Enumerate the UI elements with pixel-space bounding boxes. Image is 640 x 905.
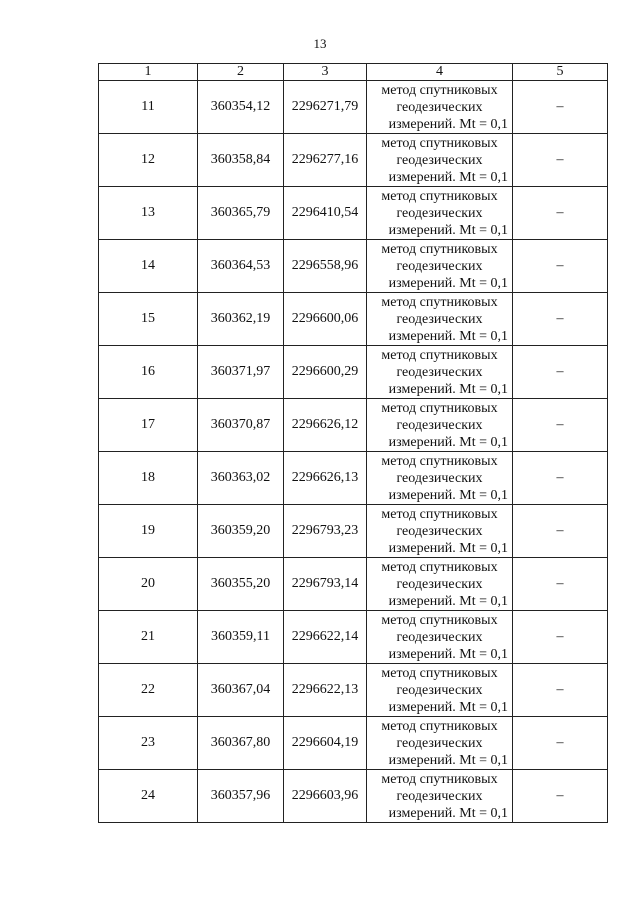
column-header: 5: [513, 64, 608, 81]
tolerance-cell: –: [513, 611, 608, 664]
method-line: геодезических: [396, 311, 483, 327]
method-line: геодезических: [396, 788, 483, 804]
coordinate-y: 2296604,19: [284, 717, 367, 770]
column-header: 4: [367, 64, 513, 81]
method-line: измерений. Mt = 0,1: [388, 540, 508, 556]
method-cell: [367, 558, 513, 611]
method-line: геодезических: [396, 152, 483, 168]
method-line: метод спутниковых: [381, 241, 498, 257]
method-line: измерений. Mt = 0,1: [388, 434, 508, 450]
coordinates-table: [98, 63, 608, 823]
tolerance-cell: –: [513, 293, 608, 346]
method-line: геодезических: [396, 417, 483, 433]
tolerance-cell: –: [513, 452, 608, 505]
tolerance-cell: –: [513, 81, 608, 134]
coordinate-x: 360364,53: [198, 240, 284, 293]
method-cell: [367, 611, 513, 664]
method-cell: [367, 399, 513, 452]
method-line: геодезических: [396, 735, 483, 751]
method-line: геодезических: [396, 629, 483, 645]
table-row: [99, 134, 608, 187]
point-number: 11: [99, 81, 198, 134]
coordinate-x: 360370,87: [198, 399, 284, 452]
method-line: метод спутниковых: [381, 294, 498, 310]
point-number: 22: [99, 664, 198, 717]
method-cell: [367, 346, 513, 399]
method-line: метод спутниковых: [381, 771, 498, 787]
point-number: 15: [99, 293, 198, 346]
method-line: геодезических: [396, 470, 483, 486]
method-line: геодезических: [396, 576, 483, 592]
point-number: 23: [99, 717, 198, 770]
method-cell: [367, 81, 513, 134]
table-row: [99, 664, 608, 717]
coordinate-x: 360365,79: [198, 187, 284, 240]
coordinate-x: 360359,20: [198, 505, 284, 558]
method-cell: [367, 717, 513, 770]
coordinate-x: 360358,84: [198, 134, 284, 187]
tolerance-cell: –: [513, 558, 608, 611]
method-line: измерений. Mt = 0,1: [388, 646, 508, 662]
method-cell: [367, 770, 513, 823]
coordinate-x: 360367,80: [198, 717, 284, 770]
point-number: 24: [99, 770, 198, 823]
coordinate-x: 360355,20: [198, 558, 284, 611]
method-line: метод спутниковых: [381, 506, 498, 522]
table-header-row: [99, 64, 608, 81]
table-row: [99, 505, 608, 558]
method-line: метод спутниковых: [381, 347, 498, 363]
coordinate-x: 360357,96: [198, 770, 284, 823]
tolerance-cell: –: [513, 134, 608, 187]
point-number: 20: [99, 558, 198, 611]
method-cell: [367, 452, 513, 505]
method-line: метод спутниковых: [381, 188, 498, 204]
table-row: [99, 558, 608, 611]
method-line: измерений. Mt = 0,1: [388, 752, 508, 768]
method-line: измерений. Mt = 0,1: [388, 169, 508, 185]
point-number: 13: [99, 187, 198, 240]
method-line: измерений. Mt = 0,1: [388, 805, 508, 821]
tolerance-cell: –: [513, 770, 608, 823]
point-number: 12: [99, 134, 198, 187]
table-row: [99, 452, 608, 505]
table-row: [99, 81, 608, 134]
method-line: геодезических: [396, 523, 483, 539]
method-line: метод спутниковых: [381, 612, 498, 628]
method-line: измерений. Mt = 0,1: [388, 275, 508, 291]
method-line: геодезических: [396, 364, 483, 380]
method-line: метод спутниковых: [381, 453, 498, 469]
method-line: измерений. Mt = 0,1: [388, 699, 508, 715]
point-number: 19: [99, 505, 198, 558]
method-line: измерений. Mt = 0,1: [388, 328, 508, 344]
method-line: метод спутниковых: [381, 559, 498, 575]
method-cell: [367, 134, 513, 187]
point-number: 18: [99, 452, 198, 505]
method-line: метод спутниковых: [381, 400, 498, 416]
table-row: [99, 240, 608, 293]
coordinate-y: 2296622,14: [284, 611, 367, 664]
coordinate-x: 360371,97: [198, 346, 284, 399]
coordinate-y: 2296271,79: [284, 81, 367, 134]
method-line: метод спутниковых: [381, 665, 498, 681]
tolerance-cell: –: [513, 505, 608, 558]
coordinate-y: 2296603,96: [284, 770, 367, 823]
method-line: геодезических: [396, 99, 483, 115]
method-line: метод спутниковых: [381, 718, 498, 734]
table-row: [99, 770, 608, 823]
method-line: измерений. Mt = 0,1: [388, 381, 508, 397]
tolerance-cell: –: [513, 664, 608, 717]
method-cell: [367, 505, 513, 558]
coordinate-y: 2296793,23: [284, 505, 367, 558]
coordinate-y: 2296626,13: [284, 452, 367, 505]
coordinate-x: 360354,12: [198, 81, 284, 134]
table-row: [99, 611, 608, 664]
method-line: метод спутниковых: [381, 82, 498, 98]
point-number: 14: [99, 240, 198, 293]
tolerance-cell: –: [513, 346, 608, 399]
method-cell: [367, 240, 513, 293]
method-cell: [367, 664, 513, 717]
table-row: [99, 717, 608, 770]
point-number: 16: [99, 346, 198, 399]
method-line: геодезических: [396, 258, 483, 274]
tolerance-cell: –: [513, 240, 608, 293]
method-cell: [367, 293, 513, 346]
table-row: [99, 399, 608, 452]
coordinate-x: 360359,11: [198, 611, 284, 664]
column-header: 2: [198, 64, 284, 81]
point-number: 21: [99, 611, 198, 664]
coordinate-y: 2296793,14: [284, 558, 367, 611]
column-header: 3: [284, 64, 367, 81]
coordinate-y: 2296277,16: [284, 134, 367, 187]
table-body: [99, 81, 608, 823]
method-cell: [367, 187, 513, 240]
coordinate-y: 2296626,12: [284, 399, 367, 452]
tolerance-cell: –: [513, 187, 608, 240]
column-header: 1: [99, 64, 198, 81]
coordinate-y: 2296622,13: [284, 664, 367, 717]
method-line: измерений. Mt = 0,1: [388, 116, 508, 132]
method-line: измерений. Mt = 0,1: [388, 222, 508, 238]
coordinate-y: 2296600,29: [284, 346, 367, 399]
point-number: 17: [99, 399, 198, 452]
tolerance-cell: –: [513, 717, 608, 770]
coordinate-x: 360363,02: [198, 452, 284, 505]
method-line: измерений. Mt = 0,1: [388, 593, 508, 609]
coordinate-x: 360367,04: [198, 664, 284, 717]
coordinate-y: 2296558,96: [284, 240, 367, 293]
coordinate-y: 2296410,54: [284, 187, 367, 240]
table-row: [99, 187, 608, 240]
page-number: 13: [313, 36, 327, 51]
table-row: [99, 346, 608, 399]
method-line: геодезических: [396, 682, 483, 698]
method-line: геодезических: [396, 205, 483, 221]
method-line: измерений. Mt = 0,1: [388, 487, 508, 503]
method-line: метод спутниковых: [381, 135, 498, 151]
table-row: [99, 293, 608, 346]
coordinate-x: 360362,19: [198, 293, 284, 346]
tolerance-cell: –: [513, 399, 608, 452]
coordinate-y: 2296600,06: [284, 293, 367, 346]
